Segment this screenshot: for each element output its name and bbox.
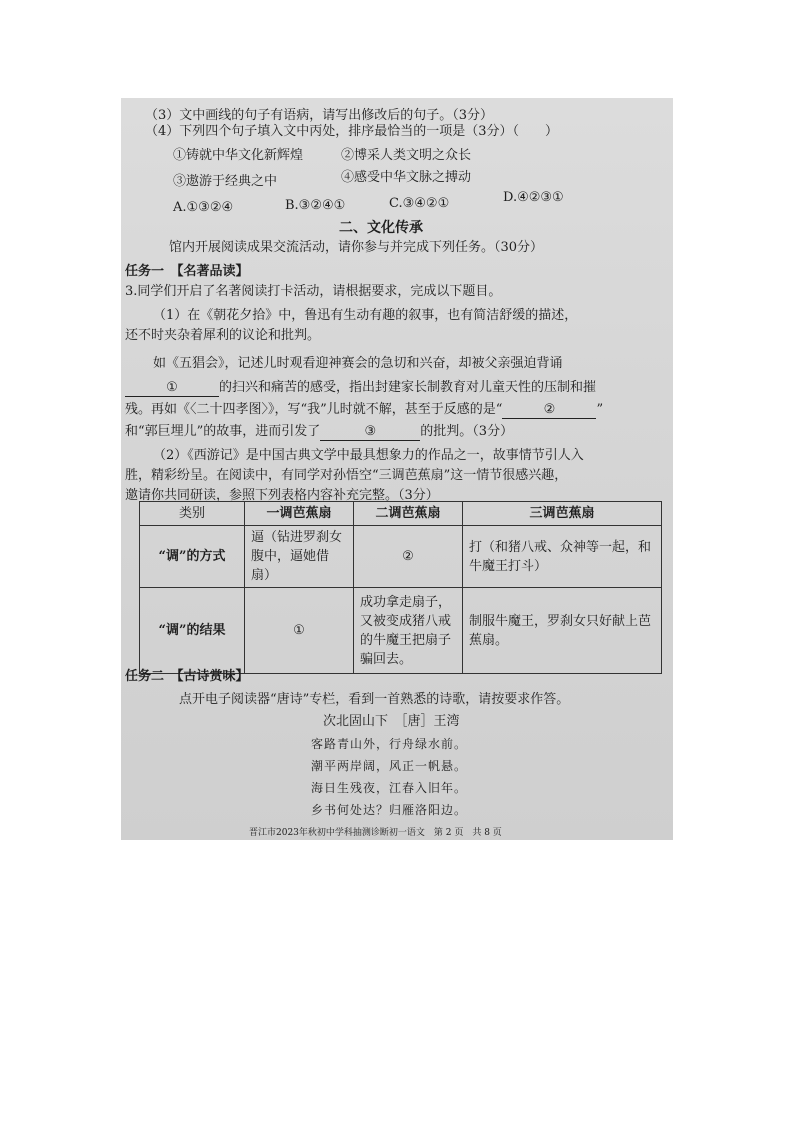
- part2-line-a: （2）《西游记》是中国古典文学中最具想象力的作品之一，故事情节引人入: [153, 448, 584, 463]
- table-header-third: 三调芭蕉扇: [463, 502, 662, 526]
- part1-line-c: 如《五猖会》，记述儿时观看迎神赛会的急切和兴奋，却被父亲强迫背诵: [153, 356, 563, 371]
- part1-line-b: 还不时夹杂着犀利的议论和批判。: [125, 328, 321, 343]
- poem-line-4: 乡书何处达？归雁洛阳边。: [311, 803, 468, 817]
- table-cell: 成功拿走扇子，又被变成猪八戒的牛魔王把扇子骗回去。: [354, 588, 463, 674]
- table-header-row: [140, 502, 662, 526]
- section-title: 二、文化传承: [339, 220, 423, 236]
- choice-c: C.③④②①: [389, 196, 450, 211]
- part1-line-d: [125, 380, 596, 397]
- section-intro: 馆内开展阅读成果交流活动，请你参与并完成下列任务。（30分）: [169, 240, 544, 255]
- choice-a: A.①③②④: [173, 200, 234, 215]
- question-3-stem: 3.同学们开启了名著阅读打卡活动，请根据要求，完成以下题目。: [125, 284, 502, 299]
- blank-1[interactable]: ①: [125, 380, 219, 397]
- table-header-category: 类别: [140, 502, 245, 526]
- blank-2[interactable]: ②: [502, 402, 596, 419]
- question-3-4: （4）下列四个句子填入文中丙处，排序最恰当的一项是（3分）（ ）: [145, 124, 559, 139]
- table-cell-blank-2[interactable]: ②: [354, 526, 463, 588]
- table-cell-blank-1[interactable]: ①: [245, 588, 354, 674]
- table-row: [140, 588, 662, 674]
- option-3: ③遨游于经典之中: [173, 174, 278, 189]
- photographed-exam-page: [121, 98, 673, 840]
- task1-title: 任务一 【名著品读】: [125, 264, 249, 279]
- part2-line-c: 邀请你共同研读，参照下列表格内容补充完整。（3分）: [125, 488, 439, 503]
- task2-intro: 点开电子阅读器“唐诗”专栏，看到一首熟悉的诗歌，请按要求作答。: [179, 692, 570, 707]
- blank-3[interactable]: ③: [320, 424, 420, 441]
- part1-line-e-close: ”: [596, 402, 604, 417]
- question-3-3: （3）文中画线的句子有语病，请写出修改后的句子。（3分）: [145, 108, 494, 123]
- option-2: ②博采人类文明之众长: [341, 148, 472, 163]
- table-header-second: 二调芭蕉扇: [354, 502, 463, 526]
- part1-line-f: [125, 424, 513, 441]
- poem-title: 次北固山下 ［唐］王湾: [323, 714, 460, 729]
- part1-line-f-end: 的批判。（3分）: [420, 424, 514, 439]
- part2-line-b: 胜，精彩纷呈。在阅读中，有同学对孙悟空“三调芭蕉扇”这一情节很感兴趣，: [125, 468, 568, 483]
- choice-d: D.④②③①: [503, 190, 564, 205]
- choice-b: B.③②④①: [285, 198, 346, 213]
- table-cell: 制服牛魔王，罗刹女只好献上芭蕉扇。: [463, 588, 662, 674]
- table-header-first: 一调芭蕉扇: [245, 502, 354, 526]
- option-1: ①铸就中华文化新辉煌: [173, 148, 304, 163]
- part1-line-e-text: 残。再如《〈二十四孝图〉》，写“我”儿时就不解，甚至于反感的是“: [125, 402, 503, 417]
- part1-line-e: [125, 402, 603, 419]
- option-4: ④感受中华文脉之搏动: [341, 170, 472, 185]
- task2-title: 任务二 【古诗赏味】: [125, 669, 249, 684]
- poem-line-1: 客路青山外，行舟绿水前。: [311, 737, 468, 751]
- table-row: [140, 526, 662, 588]
- poem-line-3: 海日生残夜，江春入旧年。: [311, 781, 468, 795]
- part1-line-f-text: 和“郭巨埋儿”的故事，进而引发了: [125, 424, 321, 439]
- part1-line-d-text: 的扫兴和痛苦的感受，指出封建家长制教育对儿童天性的压制和摧: [219, 380, 597, 395]
- table-cell: 逼（钻进罗刹女腹中，逼她借扇）: [245, 526, 354, 588]
- poem-line-2: 潮平两岸阔，风正一帆悬。: [311, 759, 468, 773]
- part1-line-a: （1）在《朝花夕拾》中，鲁迅有生动有趣的叙事，也有简洁舒缓的描述，: [153, 308, 578, 323]
- page-footer: 晋江市2023年秋初中学科抽测诊断初一语文 第 2 页 共 8 页: [249, 828, 502, 838]
- table-row-label-result: “调”的结果: [140, 588, 245, 674]
- table-cell: 打（和猪八戒、众神等一起，和牛魔王打斗）: [463, 526, 662, 588]
- table-row-label-method: “调”的方式: [140, 526, 245, 588]
- fan-episodes-table: [139, 501, 662, 674]
